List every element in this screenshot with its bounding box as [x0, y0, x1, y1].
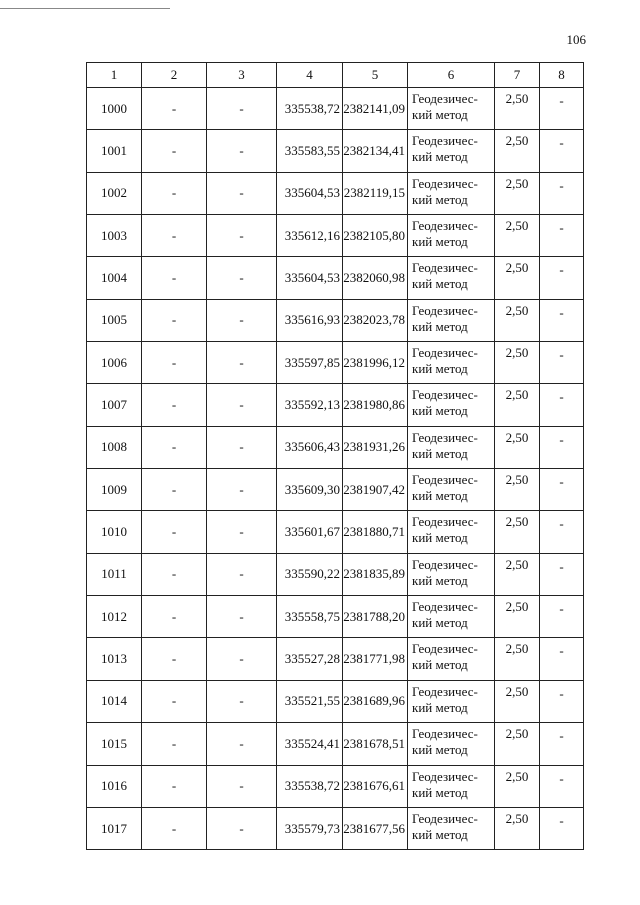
method-line-1: Геодезичес-	[412, 218, 478, 234]
method-line-1: Геодезичес-	[412, 472, 478, 488]
column-3-cell: -	[207, 807, 277, 849]
x-coordinate-cell: 335590,22	[277, 553, 343, 595]
page-number: 106	[566, 32, 586, 47]
method-line-2: кий метод	[412, 191, 468, 207]
method-line-1: Геодезичес-	[412, 556, 478, 572]
point-number-cell: 1015	[87, 723, 142, 765]
column-3-cell: -	[207, 130, 277, 172]
column-3-cell: -	[207, 511, 277, 553]
accuracy-cell: 2,50	[495, 638, 540, 680]
accuracy-cell: 2,50	[495, 426, 540, 468]
accuracy-cell: 2,50	[495, 723, 540, 765]
method-line-2: кий метод	[412, 149, 468, 165]
method-cell	[408, 426, 495, 468]
point-number-cell: 1004	[87, 257, 142, 299]
x-coordinate-cell: 335579,73	[277, 807, 343, 849]
column-3-cell: -	[207, 342, 277, 384]
method-line-2: кий метод	[412, 615, 468, 631]
x-coordinate-cell: 335612,16	[277, 215, 343, 257]
accuracy-cell: 2,50	[495, 299, 540, 341]
table-row	[87, 765, 584, 807]
column-2-cell: -	[142, 426, 207, 468]
method-line-1: Геодезичес-	[412, 514, 478, 530]
x-coordinate-cell: 335604,53	[277, 172, 343, 214]
method-line-1: Геодезичес-	[412, 387, 478, 403]
column-2-cell: -	[142, 257, 207, 299]
method-cell	[408, 469, 495, 511]
column-8-cell: -	[540, 765, 584, 807]
point-number-cell: 1014	[87, 680, 142, 722]
column-3-cell: -	[207, 553, 277, 595]
table-row	[87, 257, 584, 299]
point-number-cell: 1005	[87, 299, 142, 341]
method-line-2: кий метод	[412, 234, 468, 250]
column-8-cell: -	[540, 172, 584, 214]
x-coordinate-cell: 335583,55	[277, 130, 343, 172]
method-line-1: Геодезичес-	[412, 641, 478, 657]
method-line-2: кий метод	[412, 361, 468, 377]
x-coordinate-cell: 335606,43	[277, 426, 343, 468]
header-row	[87, 63, 584, 88]
column-2-cell: -	[142, 807, 207, 849]
column-8-cell: -	[540, 680, 584, 722]
y-coordinate-cell: 2381771,98	[343, 638, 408, 680]
table-row	[87, 553, 584, 595]
y-coordinate-cell: 2381677,56	[343, 807, 408, 849]
column-8-cell: -	[540, 596, 584, 638]
point-number-cell: 1017	[87, 807, 142, 849]
column-3-cell: -	[207, 88, 277, 130]
column-2-cell: -	[142, 215, 207, 257]
column-header-7: 7	[495, 63, 540, 88]
point-number-cell: 1011	[87, 553, 142, 595]
point-number-cell: 1009	[87, 469, 142, 511]
column-3-cell: -	[207, 426, 277, 468]
method-cell	[408, 723, 495, 765]
method-cell	[408, 807, 495, 849]
method-cell	[408, 342, 495, 384]
table-row	[87, 299, 584, 341]
y-coordinate-cell: 2381880,71	[343, 511, 408, 553]
x-coordinate-cell: 335597,85	[277, 342, 343, 384]
method-line-1: Геодезичес-	[412, 810, 478, 826]
column-8-cell: -	[540, 299, 584, 341]
point-number-cell: 1016	[87, 765, 142, 807]
column-3-cell: -	[207, 172, 277, 214]
column-2-cell: -	[142, 596, 207, 638]
x-coordinate-cell: 335538,72	[277, 88, 343, 130]
method-line-2: кий метод	[412, 488, 468, 504]
accuracy-cell: 2,50	[495, 765, 540, 807]
y-coordinate-cell: 2381788,20	[343, 596, 408, 638]
x-coordinate-cell: 335616,93	[277, 299, 343, 341]
x-coordinate-cell: 335609,30	[277, 469, 343, 511]
column-2-cell: -	[142, 130, 207, 172]
x-coordinate-cell: 335524,41	[277, 723, 343, 765]
method-cell	[408, 130, 495, 172]
column-3-cell: -	[207, 215, 277, 257]
point-number-cell: 1006	[87, 342, 142, 384]
column-header-8: 8	[540, 63, 584, 88]
method-line-2: кий метод	[412, 276, 468, 292]
table-row	[87, 172, 584, 214]
accuracy-cell: 2,50	[495, 469, 540, 511]
column-2-cell: -	[142, 680, 207, 722]
column-8-cell: -	[540, 88, 584, 130]
column-3-cell: -	[207, 469, 277, 511]
accuracy-cell: 2,50	[495, 807, 540, 849]
x-coordinate-cell: 335601,67	[277, 511, 343, 553]
column-2-cell: -	[142, 511, 207, 553]
y-coordinate-cell: 2382134,41	[343, 130, 408, 172]
method-line-2: кий метод	[412, 657, 468, 673]
table-row	[87, 469, 584, 511]
method-line-1: Геодезичес-	[412, 768, 478, 784]
point-number-cell: 1012	[87, 596, 142, 638]
column-3-cell: -	[207, 723, 277, 765]
column-2-cell: -	[142, 172, 207, 214]
table-row	[87, 88, 584, 130]
point-number-cell: 1001	[87, 130, 142, 172]
point-number-cell: 1007	[87, 384, 142, 426]
x-coordinate-cell: 335592,13	[277, 384, 343, 426]
accuracy-cell: 2,50	[495, 130, 540, 172]
column-header-1: 1	[87, 63, 142, 88]
method-line-2: кий метод	[412, 318, 468, 334]
coordinates-table	[86, 62, 584, 850]
y-coordinate-cell: 2382119,15	[343, 172, 408, 214]
column-8-cell: -	[540, 384, 584, 426]
point-number-cell: 1003	[87, 215, 142, 257]
point-number-cell: 1008	[87, 426, 142, 468]
table-row	[87, 342, 584, 384]
column-8-cell: -	[540, 511, 584, 553]
column-3-cell: -	[207, 638, 277, 680]
method-cell	[408, 511, 495, 553]
y-coordinate-cell: 2381676,61	[343, 765, 408, 807]
point-number-cell: 1000	[87, 88, 142, 130]
method-cell	[408, 638, 495, 680]
column-3-cell: -	[207, 680, 277, 722]
x-coordinate-cell: 335527,28	[277, 638, 343, 680]
table-row	[87, 596, 584, 638]
method-cell	[408, 215, 495, 257]
method-cell	[408, 257, 495, 299]
table-body	[87, 88, 584, 850]
method-cell	[408, 680, 495, 722]
table-row	[87, 511, 584, 553]
method-line-2: кий метод	[412, 742, 468, 758]
accuracy-cell: 2,50	[495, 384, 540, 426]
y-coordinate-cell: 2381835,89	[343, 553, 408, 595]
accuracy-cell: 2,50	[495, 511, 540, 553]
method-line-2: кий метод	[412, 826, 468, 842]
column-8-cell: -	[540, 553, 584, 595]
column-2-cell: -	[142, 342, 207, 384]
method-line-2: кий метод	[412, 699, 468, 715]
column-2-cell: -	[142, 384, 207, 426]
column-2-cell: -	[142, 88, 207, 130]
method-line-2: кий метод	[412, 445, 468, 461]
y-coordinate-cell: 2381996,12	[343, 342, 408, 384]
method-cell	[408, 88, 495, 130]
accuracy-cell: 2,50	[495, 215, 540, 257]
y-coordinate-cell: 2381678,51	[343, 723, 408, 765]
accuracy-cell: 2,50	[495, 342, 540, 384]
y-coordinate-cell: 2382023,78	[343, 299, 408, 341]
point-number-cell: 1002	[87, 172, 142, 214]
column-8-cell: -	[540, 426, 584, 468]
table-row	[87, 638, 584, 680]
x-coordinate-cell: 335538,72	[277, 765, 343, 807]
column-8-cell: -	[540, 723, 584, 765]
column-3-cell: -	[207, 299, 277, 341]
column-3-cell: -	[207, 765, 277, 807]
method-line-1: Геодезичес-	[412, 133, 478, 149]
column-2-cell: -	[142, 469, 207, 511]
method-line-2: кий метод	[412, 784, 468, 800]
table-row	[87, 680, 584, 722]
method-cell	[408, 299, 495, 341]
column-header-5: 5	[343, 63, 408, 88]
table-row	[87, 807, 584, 849]
column-header-4: 4	[277, 63, 343, 88]
method-cell	[408, 172, 495, 214]
column-header-6: 6	[408, 63, 495, 88]
table-row	[87, 384, 584, 426]
x-coordinate-cell: 335604,53	[277, 257, 343, 299]
method-line-1: Геодезичес-	[412, 345, 478, 361]
column-8-cell: -	[540, 130, 584, 172]
method-line-2: кий метод	[412, 530, 468, 546]
y-coordinate-cell: 2382141,09	[343, 88, 408, 130]
y-coordinate-cell: 2381907,42	[343, 469, 408, 511]
accuracy-cell: 2,50	[495, 257, 540, 299]
column-2-cell: -	[142, 765, 207, 807]
method-line-1: Геодезичес-	[412, 260, 478, 276]
accuracy-cell: 2,50	[495, 88, 540, 130]
point-number-cell: 1013	[87, 638, 142, 680]
column-header-2: 2	[142, 63, 207, 88]
y-coordinate-cell: 2382105,80	[343, 215, 408, 257]
method-line-1: Геодезичес-	[412, 175, 478, 191]
table-row	[87, 215, 584, 257]
method-cell	[408, 384, 495, 426]
top-rule	[0, 8, 170, 9]
accuracy-cell: 2,50	[495, 553, 540, 595]
method-line-1: Геодезичес-	[412, 683, 478, 699]
column-2-cell: -	[142, 299, 207, 341]
column-2-cell: -	[142, 553, 207, 595]
x-coordinate-cell: 335558,75	[277, 596, 343, 638]
column-8-cell: -	[540, 638, 584, 680]
table-row	[87, 130, 584, 172]
point-number-cell: 1010	[87, 511, 142, 553]
column-8-cell: -	[540, 342, 584, 384]
table-row	[87, 723, 584, 765]
y-coordinate-cell: 2381980,86	[343, 384, 408, 426]
method-cell	[408, 765, 495, 807]
column-8-cell: -	[540, 215, 584, 257]
column-8-cell: -	[540, 469, 584, 511]
y-coordinate-cell: 2381689,96	[343, 680, 408, 722]
column-3-cell: -	[207, 596, 277, 638]
method-line-1: Геодезичес-	[412, 429, 478, 445]
column-3-cell: -	[207, 257, 277, 299]
column-2-cell: -	[142, 723, 207, 765]
method-line-2: кий метод	[412, 403, 468, 419]
method-cell	[408, 596, 495, 638]
method-line-1: Геодезичес-	[412, 726, 478, 742]
column-header-3: 3	[207, 63, 277, 88]
column-8-cell: -	[540, 257, 584, 299]
method-cell	[408, 553, 495, 595]
method-line-1: Геодезичес-	[412, 91, 478, 106]
accuracy-cell: 2,50	[495, 172, 540, 214]
accuracy-cell: 2,50	[495, 680, 540, 722]
method-line-1: Геодезичес-	[412, 302, 478, 318]
y-coordinate-cell: 2381931,26	[343, 426, 408, 468]
method-line-2: кий метод	[412, 572, 468, 588]
column-3-cell: -	[207, 384, 277, 426]
x-coordinate-cell: 335521,55	[277, 680, 343, 722]
column-2-cell: -	[142, 638, 207, 680]
column-8-cell: -	[540, 807, 584, 849]
method-line-2: кий метод	[412, 107, 468, 122]
y-coordinate-cell: 2382060,98	[343, 257, 408, 299]
accuracy-cell: 2,50	[495, 596, 540, 638]
method-line-1: Геодезичес-	[412, 599, 478, 615]
table-row	[87, 426, 584, 468]
